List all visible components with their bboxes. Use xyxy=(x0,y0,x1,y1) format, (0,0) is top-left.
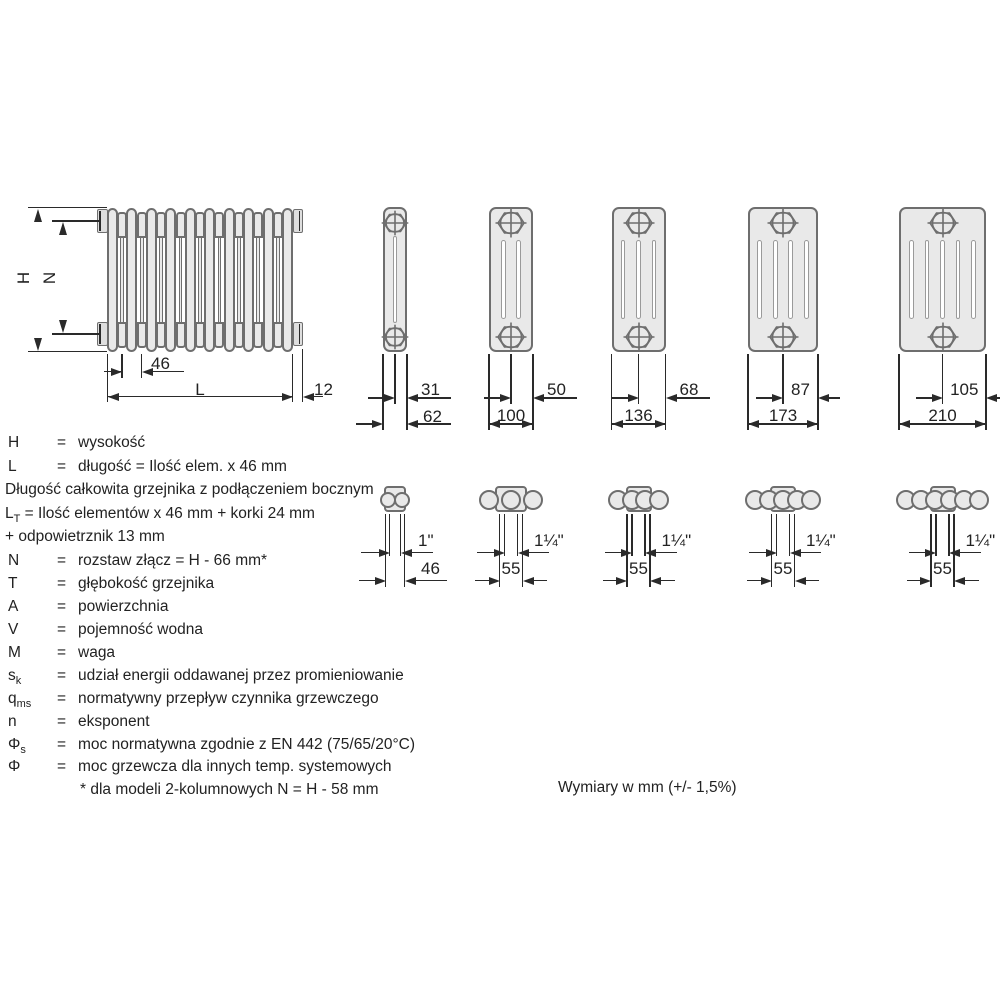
legend-row xyxy=(0,456,560,478)
depth-label: 210 xyxy=(928,406,957,425)
pitch-label: 55 xyxy=(773,559,793,578)
legend-equals: = xyxy=(57,758,67,775)
half-depth-label: 68 xyxy=(679,380,699,399)
legend-row xyxy=(0,642,560,664)
legend-symbol: V xyxy=(8,621,19,638)
legend-symbol: $q_{ms}$ xyxy=(8,690,32,711)
legend-symbol: L xyxy=(8,458,17,475)
legend-equals: = xyxy=(57,621,67,638)
legend-equals: = xyxy=(57,736,67,753)
legend-equals: = xyxy=(57,644,67,661)
half-depth-label: 31 xyxy=(421,380,440,399)
legend-row xyxy=(0,711,560,733)
legend-definition: głębokość grzejnika xyxy=(78,575,215,592)
pitch-label: 55 xyxy=(933,559,952,578)
connection-size-label: 1" xyxy=(418,531,434,550)
legend-definition: rozstaw złącz = H - 66 mm* xyxy=(78,552,268,569)
connection-size-label: 1¼" xyxy=(806,531,836,550)
depth-label: 100 xyxy=(496,406,526,425)
legend-definition: eksponent xyxy=(78,713,150,730)
legend-symbol: $\Phi_s$ xyxy=(8,736,26,757)
legend-equals: = xyxy=(57,667,67,684)
legend-symbol: T xyxy=(8,575,18,592)
legend-row xyxy=(0,734,560,756)
legend-symbol: M xyxy=(8,644,21,661)
legend-symbol: A xyxy=(8,598,19,615)
legend-equals: = xyxy=(57,713,67,730)
pitch-label: 55 xyxy=(501,559,521,578)
legend-equals: = xyxy=(57,434,67,451)
legend-row xyxy=(0,688,560,710)
depth-label: 62 xyxy=(423,407,442,426)
half-depth-label: 87 xyxy=(791,380,810,399)
height-label: H xyxy=(14,271,33,285)
depth-label: 173 xyxy=(768,406,798,425)
connection-size-label: 1¼" xyxy=(661,531,692,550)
legend-equals: = xyxy=(57,690,67,707)
legend-definition: powierzchnia xyxy=(78,598,169,615)
legend-row: Długość całkowita grzejnika z podłączeniem bocznym xyxy=(5,481,374,498)
length-label: L xyxy=(195,380,205,399)
legend-row xyxy=(0,573,560,595)
pitch-label: 55 xyxy=(629,559,648,578)
legend-row xyxy=(0,756,560,778)
legend-symbol: Φ xyxy=(8,758,21,775)
pitch-label: 46 xyxy=(421,559,440,578)
legend-equals: = xyxy=(57,458,67,475)
legend-row: + odpowietrznik 13 mm xyxy=(5,528,165,545)
legend-equals: = xyxy=(57,598,67,615)
legend-definition: normatywny przepływ czynnika grzewczego xyxy=(78,690,379,707)
legend-definition: długość = Ilość elem. x 46 mm xyxy=(78,458,287,475)
legend-definition: waga xyxy=(78,644,116,661)
connection-size-label: 1¼" xyxy=(965,531,996,550)
depth-label: 136 xyxy=(624,406,653,425)
legend-definition: udział energii oddawanej przez promieniowanie xyxy=(78,667,404,684)
legend-definition: moc grzewcza dla innych temp. systemowych xyxy=(78,758,392,775)
legend-row xyxy=(0,596,560,618)
legend-equals: = xyxy=(57,575,67,592)
legend-row: $L_T$ = Ilość elementów x 46 mm + korki 24 mm xyxy=(5,505,315,526)
units-note: Wymiary w mm (+/- 1,5%) xyxy=(558,779,737,796)
connection-size-label: 1¼" xyxy=(534,531,564,550)
half-depth-label: 105 xyxy=(950,380,979,399)
legend-row xyxy=(0,665,560,687)
legend-symbol: N xyxy=(8,552,20,569)
legend-definition: pojemność wodna xyxy=(78,621,203,638)
legend-symbol: n xyxy=(8,713,17,730)
end-extension-label: 12 xyxy=(314,380,333,399)
element-pitch-label: 46 xyxy=(151,354,170,373)
legend-definition: wysokość xyxy=(78,434,146,451)
nipple-spacing-label: N xyxy=(40,271,59,285)
legend-equals: = xyxy=(57,552,67,569)
legend-symbol: H xyxy=(8,434,20,451)
legend-row xyxy=(0,432,560,454)
legend-row xyxy=(0,619,560,641)
legend-row: * dla modeli 2-kolumnowych N = H - 58 mm xyxy=(80,781,379,798)
legend-row xyxy=(0,550,560,572)
legend-definition: moc normatywna zgodnie z EN 442 (75/65/20°C) xyxy=(78,736,416,753)
legend-symbol: $s_k$ xyxy=(8,667,22,688)
half-depth-label: 50 xyxy=(547,380,566,399)
